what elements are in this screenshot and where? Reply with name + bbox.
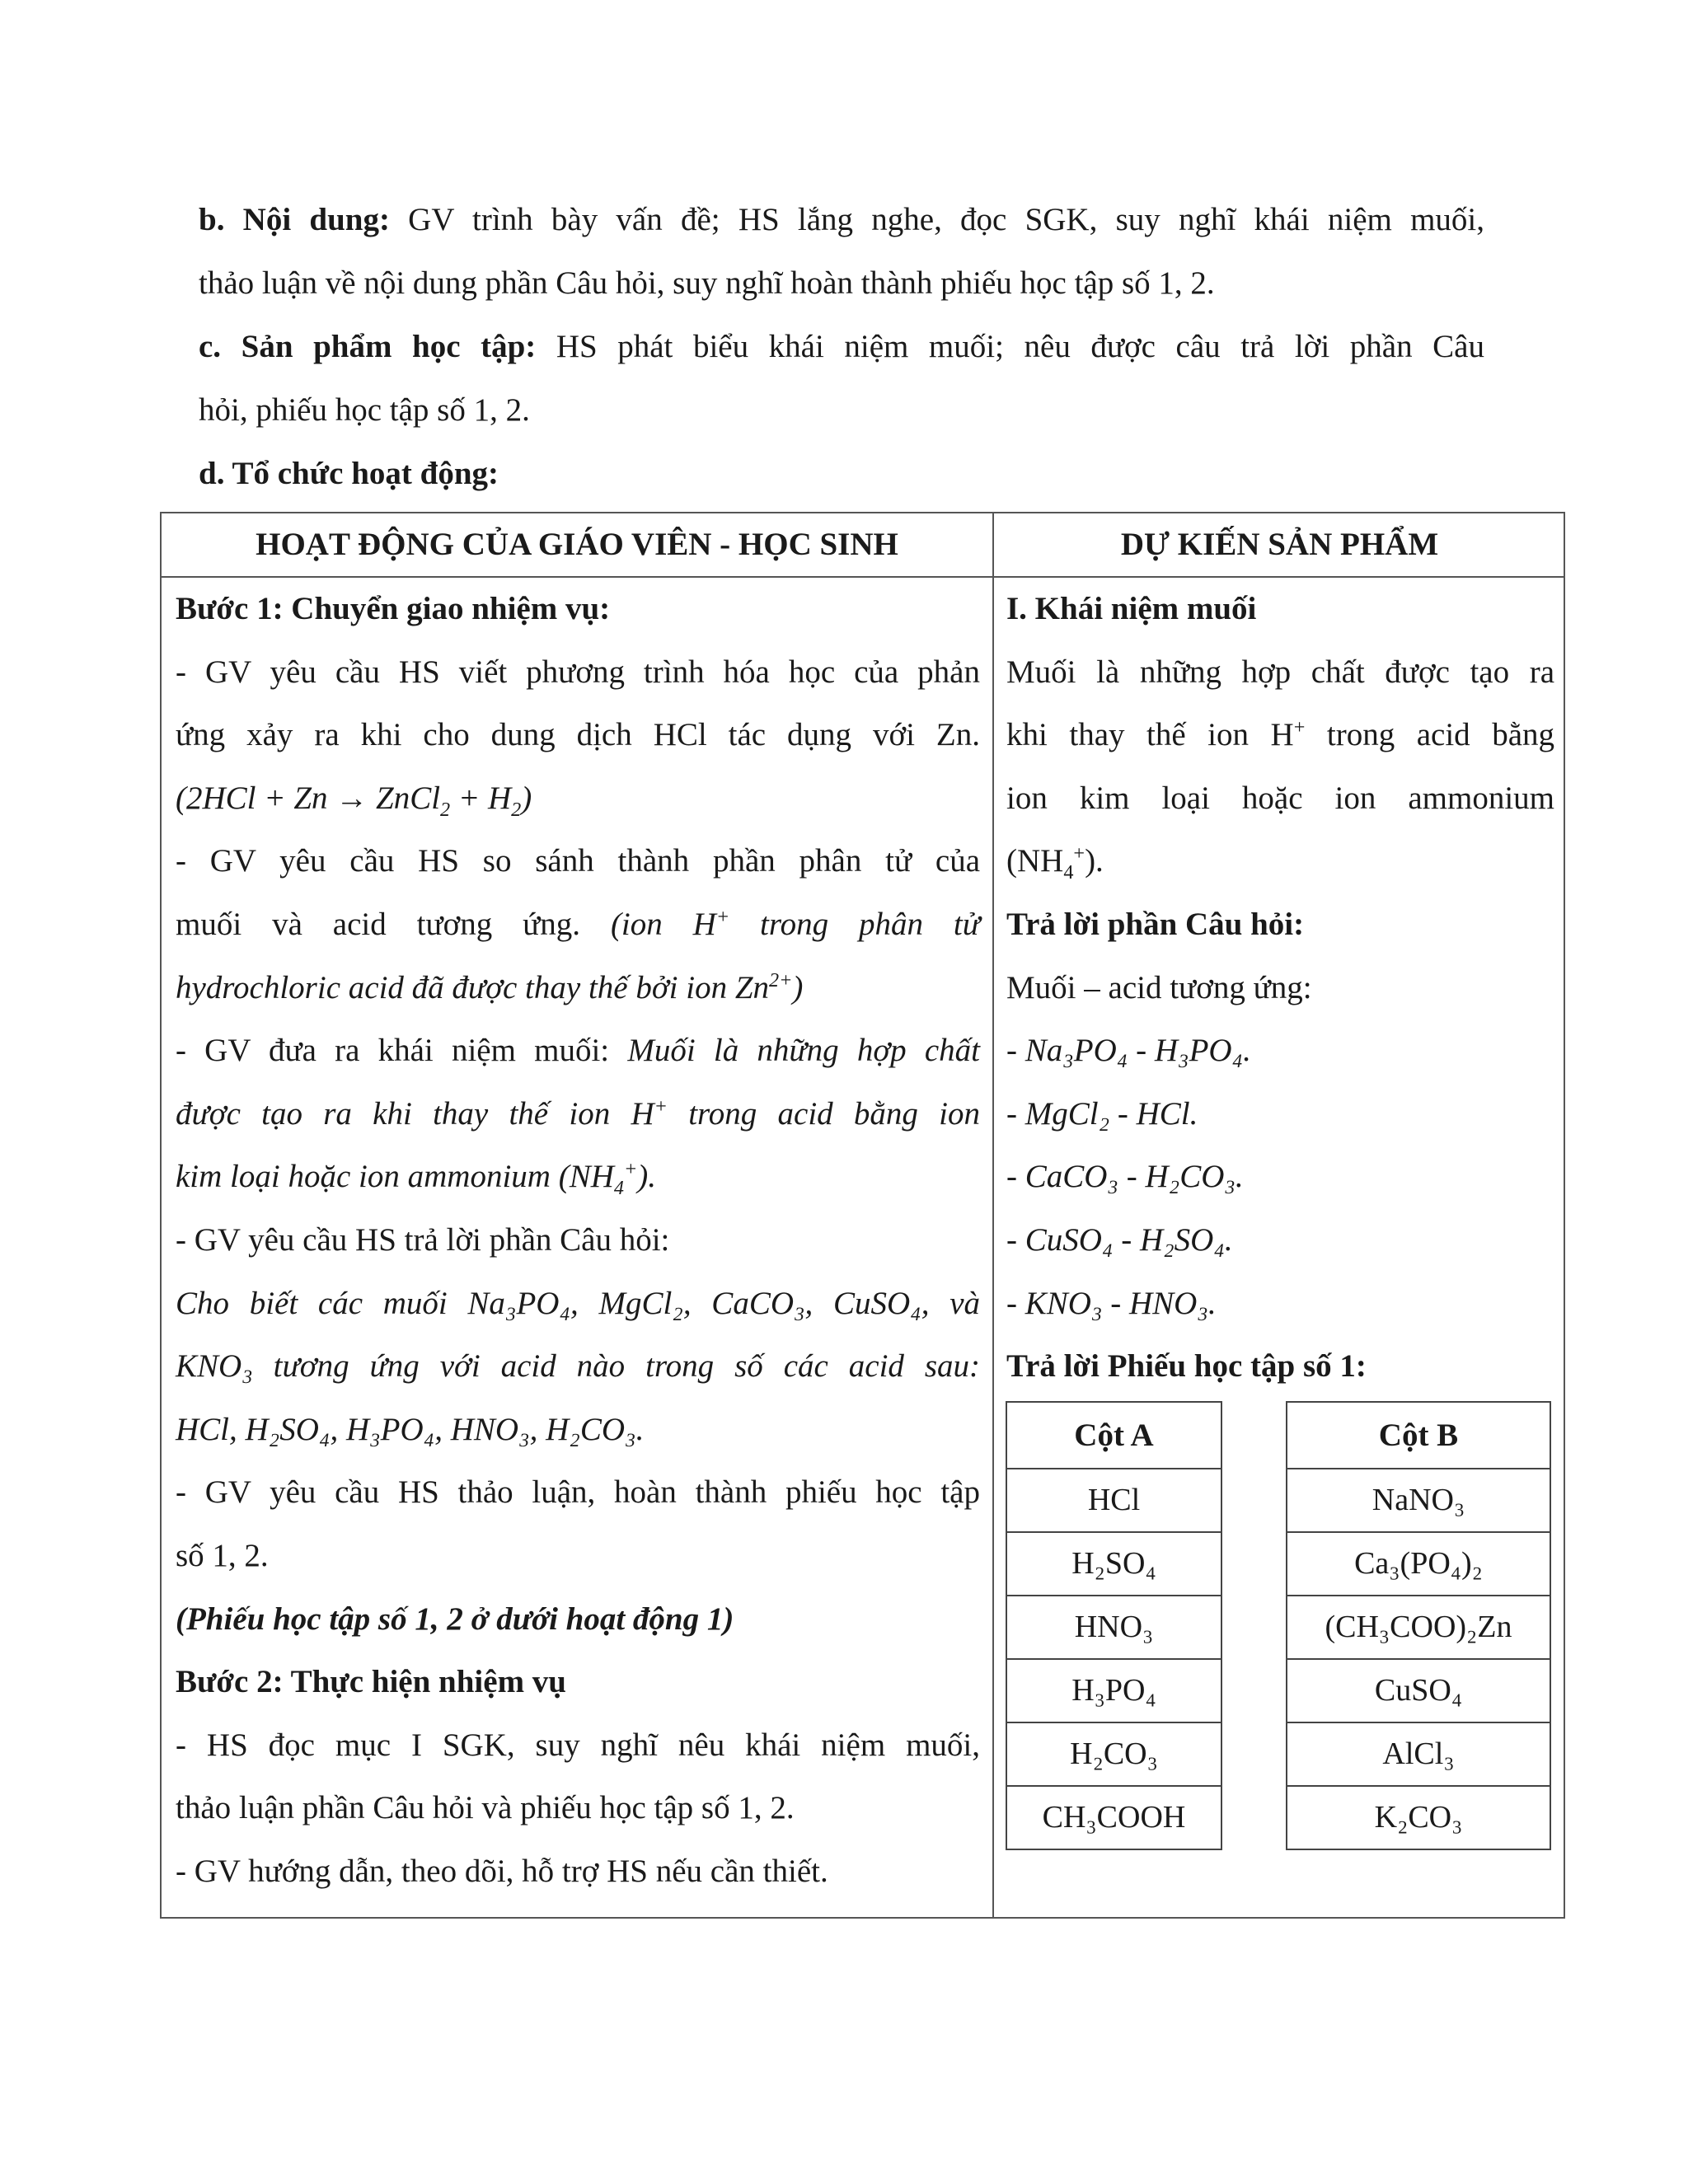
left-line-6 [176, 957, 980, 1020]
step1-heading: Bước 1: Chuyển giao nhiệm vụ: [176, 591, 611, 626]
pair-item: - CuSO₄ - H₂SO₄. [1006, 1221, 1233, 1258]
activity-table [160, 512, 1565, 1919]
left-line-19: thảo luận phần Câu hỏi và phiếu học tập số 1, 2. [176, 1790, 795, 1826]
left-line-8-sup: + [654, 1094, 668, 1118]
left-line-7-text: - GV đưa ra khái niệm muối: [176, 1033, 610, 1069]
equation-part-2: + H [450, 780, 512, 816]
intro-c-line2: hỏi, phiếu học tập số 1, 2. [199, 392, 530, 428]
column-b-cell: NaNO₃ [1287, 1469, 1550, 1532]
left-line-6-text: hydrochloric acid đã được thay thế bởi ion Zn [176, 969, 770, 1005]
left-line-9-sub: 4 [613, 1177, 624, 1200]
left-column [176, 578, 980, 1903]
left-line-9-sup: + [623, 1158, 638, 1181]
left-line-5-text: muối và acid tương ứng. [176, 906, 581, 942]
left-line-equation [176, 767, 980, 831]
pair-item: - MgCl₂ - HCl. [1006, 1095, 1198, 1132]
intro-b-text: GV trình bày vấn đề; HS lắng nghe, đọc SGK, suy nghĩ khái niệm muối, [389, 202, 1485, 237]
left-line-7-italic: Muối là những hợp chất [627, 1033, 980, 1069]
column-b-cell: Ca₃(PO₄)₂ [1287, 1532, 1550, 1596]
column-a-table [1006, 1401, 1222, 1850]
worksheet-heading: Trả lời Phiếu học tập số 1: [1006, 1348, 1367, 1385]
right-line-2-sup: + [1293, 716, 1306, 739]
header-expected-product: DỰ KIẾN SẢN PHẨM [1120, 527, 1439, 562]
left-line-20: - GV hướng dẫn, theo dõi, hỗ trợ HS nếu cần thiết. [176, 1853, 828, 1889]
column-b-cell: AlCl₃ [1287, 1722, 1550, 1786]
left-line-13: HCl, H₂SO₄, H₃PO₄, HNO₃, H₂CO₃. [176, 1411, 645, 1447]
intro-d-line [199, 442, 1484, 505]
right-line-4 [1006, 830, 1554, 893]
intro-c-line1 [199, 315, 1484, 378]
right-line-3: ion kim loại hoặc ion ammonium [1006, 780, 1554, 816]
left-line-9 [176, 1146, 980, 1209]
answer-heading: Trả lời phần Câu hỏi: [1006, 906, 1305, 942]
left-line-11: Cho biết các muối Na₃PO₄, MgCl₂, CaCO₃, CuSO₄, và [176, 1285, 980, 1321]
column-b-cell: (CH₃COO)₂Zn [1287, 1596, 1550, 1659]
left-line-4: - GV yêu cầu HS so sánh thành phần phân tử của [176, 843, 980, 879]
left-line-5-italic-2: trong phân tử [760, 906, 981, 942]
column-a-cell: HCl [1006, 1469, 1221, 1532]
left-line-7 [176, 1019, 980, 1083]
left-line-5-sup: + [715, 905, 730, 928]
equation-part-1: (2HCl + Zn → ZnCl [176, 780, 441, 816]
right-column [1006, 578, 1554, 1399]
equation-part-3: ) [521, 780, 532, 816]
left-line-5 [176, 893, 980, 957]
left-line-8 [176, 1083, 980, 1146]
left-line-18: - HS đọc mục I SGK, suy nghĩ nêu khái niệm muối, [176, 1727, 980, 1763]
pair-item: - CaCO₃ - H₂CO₃. [1006, 1159, 1244, 1195]
intro-d-label: d. Tổ chức hoạt động: [199, 456, 499, 491]
right-line-2 [1006, 704, 1554, 767]
right-line-4-b: ). [1085, 843, 1104, 879]
intro-b-line1 [199, 188, 1484, 251]
equation-sub-2: 2 [511, 798, 522, 821]
column-a-cell: CH₃COOH [1006, 1786, 1221, 1849]
intro-section [199, 188, 1484, 505]
column-b-cell: K₂CO₃ [1287, 1786, 1550, 1849]
left-line-6-sup: 2+ [769, 968, 793, 991]
column-divider [992, 513, 994, 1917]
header-teacher-student: HOẠT ĐỘNG CỦA GIÁO VIÊN - HỌC SINH [256, 527, 898, 562]
intro-b-line2: thảo luận về nội dung phần Câu hỏi, suy nghĩ hoàn thành phiếu học tập số 1, 2. [199, 265, 1215, 301]
left-line-14: - GV yêu cầu HS thảo luận, hoàn thành phiếu học tập [176, 1474, 980, 1511]
column-b-table [1286, 1401, 1551, 1850]
equation-sub-1: 2 [440, 798, 451, 821]
left-line-12: KNO₃ tương ứng với acid nào trong số các acid sau: [176, 1348, 980, 1385]
column-a-cell: H₂SO₄ [1006, 1532, 1221, 1596]
pair-item: - KNO₃ - HNO₃. [1006, 1285, 1217, 1321]
intro-c-label: c. Sản phẩm học tập: [199, 329, 537, 364]
column-a-header: Cột A [1006, 1402, 1221, 1469]
pair-item: - Na₃PO₄ - H₃PO₄. [1006, 1033, 1251, 1069]
pairs-intro: Muối – acid tương ứng: [1006, 969, 1312, 1005]
column-a-cell: H₂CO₃ [1006, 1722, 1221, 1786]
right-line-4-a: (NH [1006, 843, 1064, 879]
intro-c-text: HS phát biểu khái niệm muối; nêu được câu trả lời phần Câu [536, 329, 1484, 364]
column-b-header: Cột B [1287, 1402, 1550, 1469]
left-line-8-b: trong acid bằng ion [688, 1095, 981, 1132]
left-line-15: số 1, 2. [176, 1537, 269, 1573]
step2-heading: Bước 2: Thực hiện nhiệm vụ [176, 1664, 566, 1700]
column-b-cell: CuSO₄ [1287, 1659, 1550, 1722]
left-line-6-end: ) [792, 969, 804, 1005]
concept-heading: I. Khái niệm muối [1006, 591, 1257, 626]
left-line-9-a: kim loại hoặc ion ammonium (NH [176, 1159, 614, 1195]
right-line-1: Muối là những hợp chất được tạo ra [1006, 654, 1554, 690]
column-a-cell: HNO₃ [1006, 1596, 1221, 1659]
right-line-2-b: trong acid bằng [1326, 717, 1554, 753]
left-line-9-b: ). [637, 1159, 657, 1195]
left-line-8-a: được tạo ra khi thay thế ion H [176, 1095, 654, 1132]
left-line-10: - GV yêu cầu HS trả lời phần Câu hỏi: [176, 1221, 670, 1258]
column-a-cell: H₃PO₄ [1006, 1659, 1221, 1722]
right-line-2-a: khi thay thế ion H [1006, 717, 1294, 753]
left-line-16: (Phiếu học tập số 1, 2 ở dưới hoạt động 1) [176, 1601, 734, 1637]
right-line-4-sub: 4 [1063, 861, 1074, 884]
left-line-2: ứng xảy ra khi cho dung dịch HCl tác dụng với Zn. [176, 717, 980, 753]
intro-b-label: b. Nội dung: [199, 202, 390, 237]
right-line-4-sup: + [1073, 842, 1085, 865]
left-line-5-italic: (ion H [610, 906, 716, 942]
left-line-1: - GV yêu cầu HS viết phương trình hóa học của phản [176, 654, 980, 690]
